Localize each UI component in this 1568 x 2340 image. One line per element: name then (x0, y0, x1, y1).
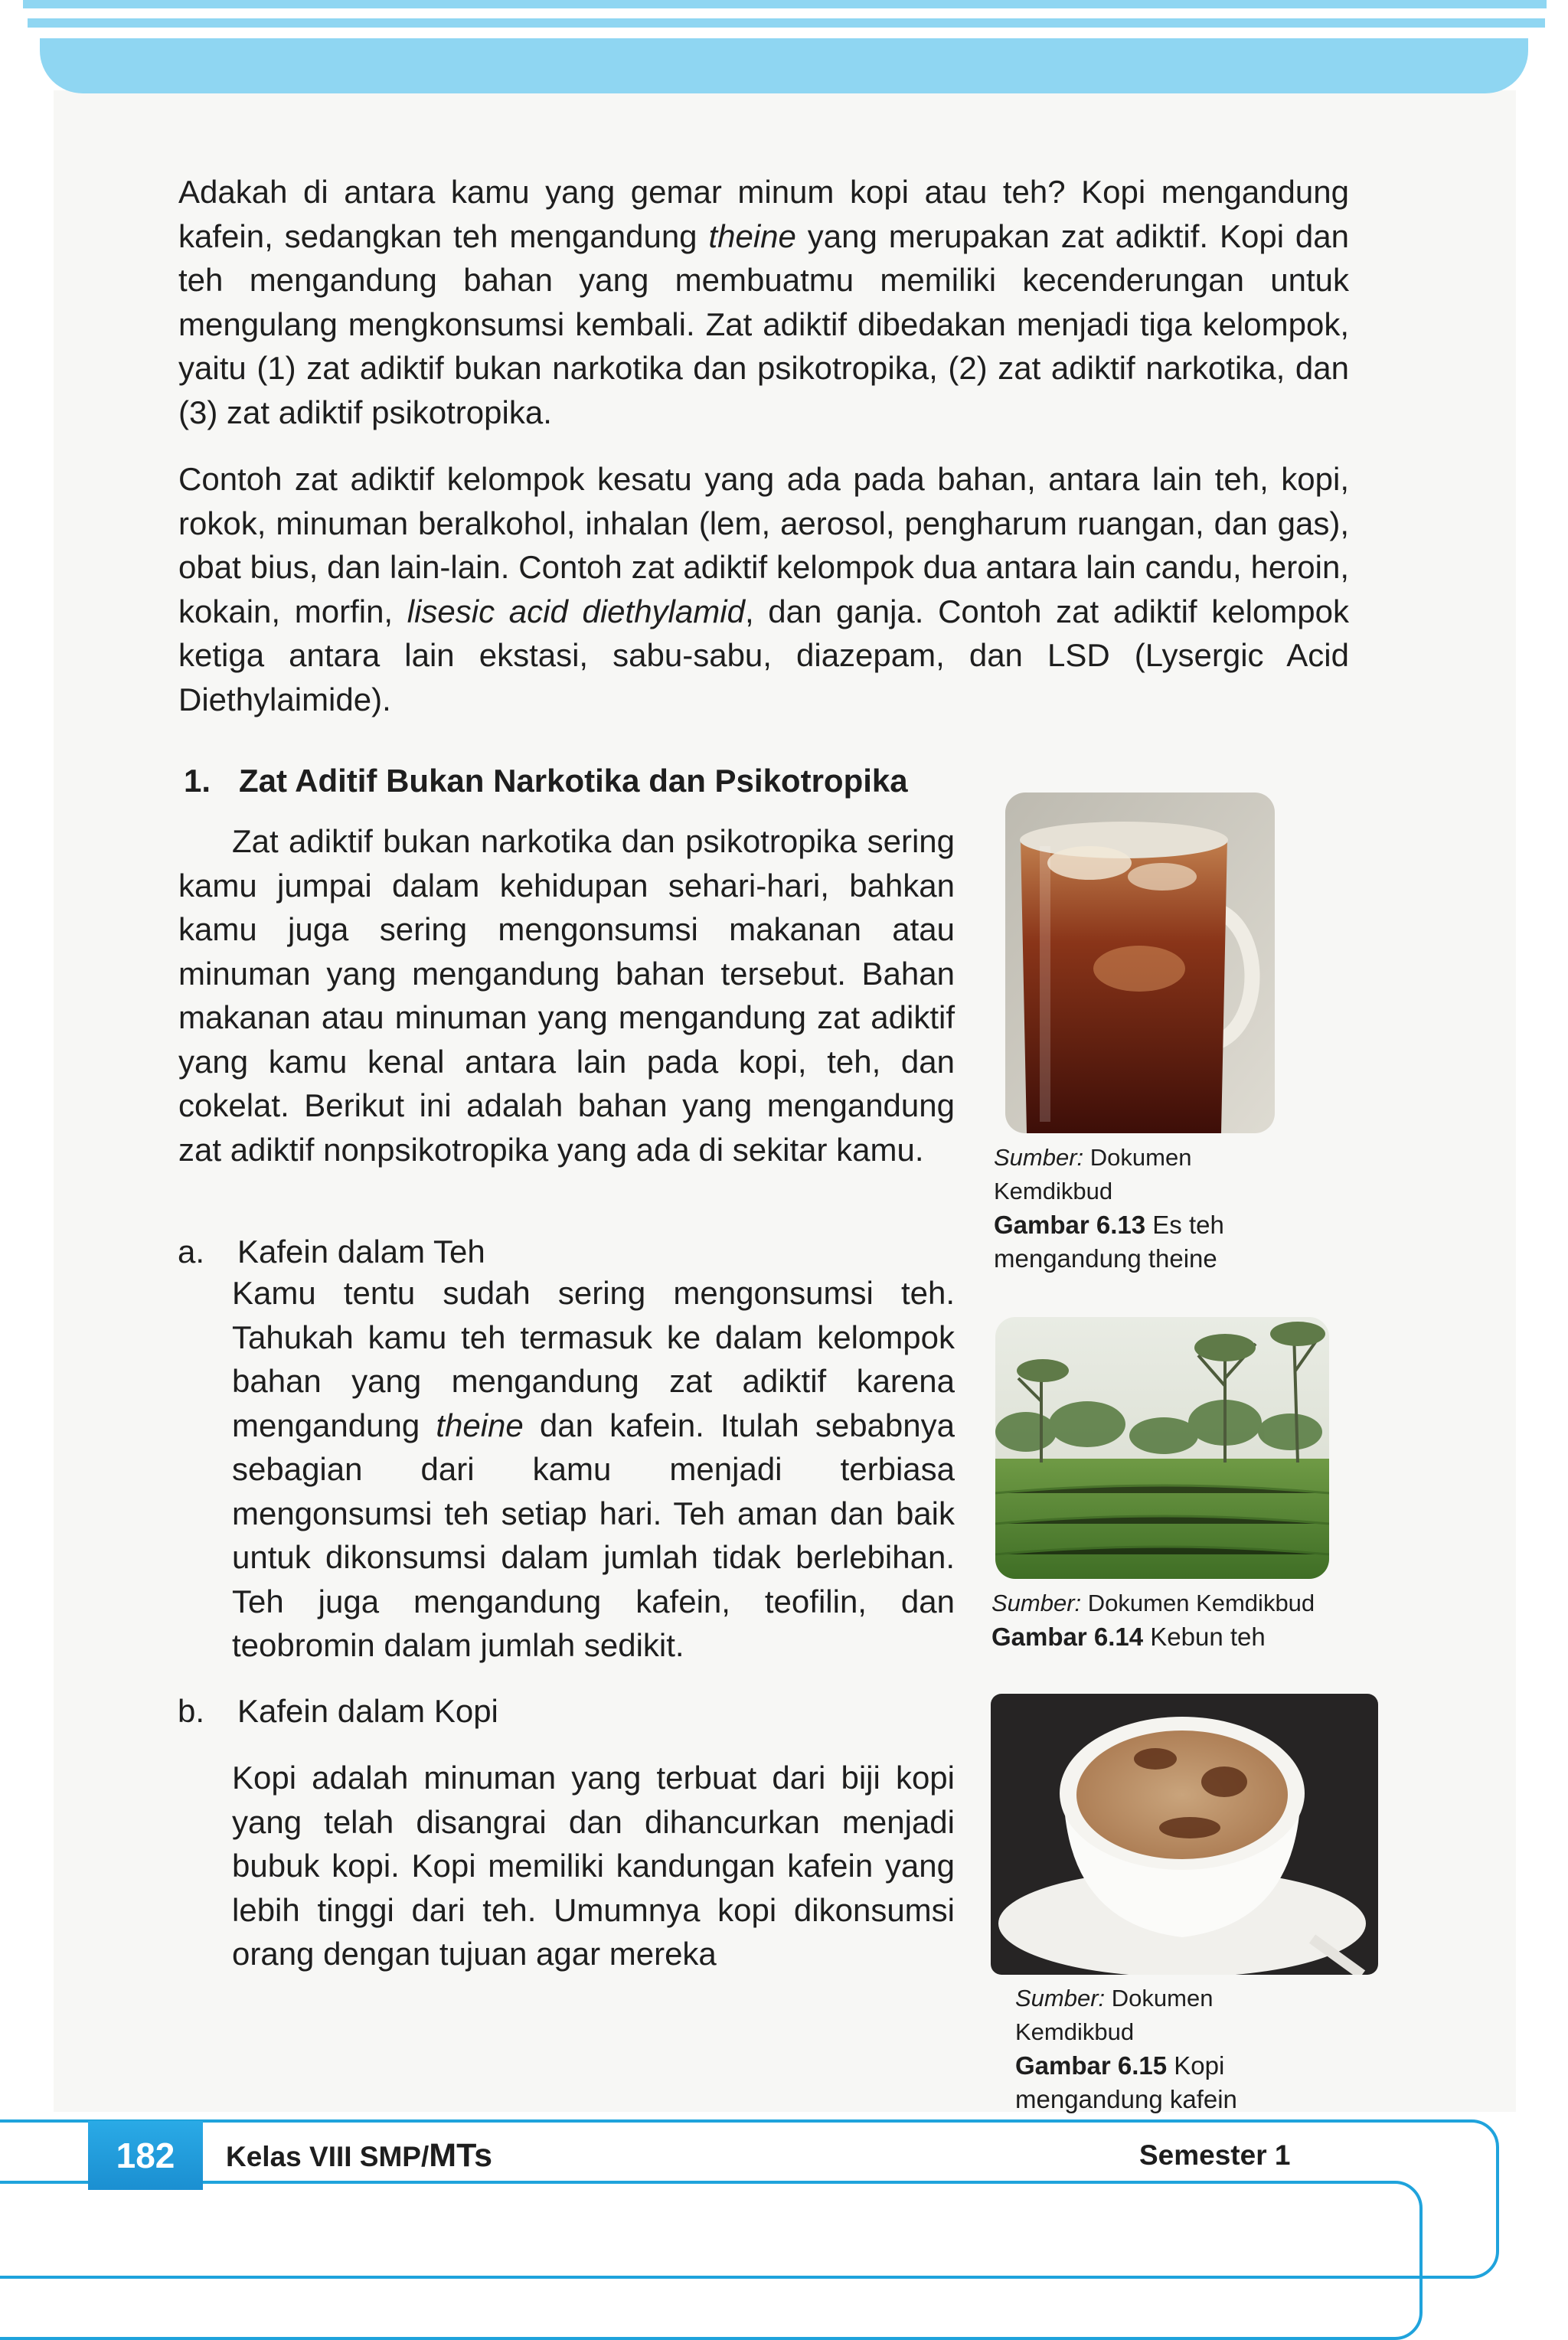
figure-6-14-source: Sumber: Dokumen Kemdikbud (991, 1590, 1315, 1616)
iced-tea-photo (1005, 793, 1275, 1133)
footer-frame-inner (0, 2181, 1423, 2340)
subsection-b-title: Kafein dalam Kopi (237, 1693, 498, 1729)
header-stripe-top (23, 0, 1547, 8)
header-stripe-middle (28, 18, 1545, 28)
figure-6-15-caption (1015, 1982, 1321, 2116)
intro-paragraph-2: Contoh zat adiktif kelompok kesatu yang ada pada bahan, antara lain teh, kopi, rokok, minuman beralkohol, inhalan (lem, aerosol, pengharum ruangan, dan gas), obat bius, dan lain-lain. Contoh zat adiktif kelompok dua antara lain candu, heroin, kokain, morfin, lisesic acid diethylamid, dan ganja. Contoh zat adiktif kelompok ketiga antara lain ekstasi, sabu-sabu, diazepam, dan LSD (Lysergic Acid Diethylaimide). (178, 461, 1350, 717)
tea-plantation-photo (995, 1317, 1329, 1579)
subsection-a-paragraph: Kamu tentu sudah sering mengonsumsi teh. Tahukah kamu teh termasuk ke dalam kelompok bahan yang mengandung zat adiktif karena mengandung theine dan kafein. Itulah sebabnya sebagian dari kamu menjadi terbiasa mengonsumsi teh setiap hari. Teh aman dan baik untuk dikonsumsi dalam jumlah tidak berlebihan. Teh juga mengandung kafein, teofilin, dan teobromin dalam jumlah sedikit. (232, 1275, 955, 1663)
figure-6-13-caption (994, 1141, 1254, 1276)
figure-6-15-title: Kopi mengandung kafein (1015, 2051, 1237, 2113)
footer-semester-label: Semester 1 (1139, 2139, 1291, 2171)
intro-paragraph-1: Adakah di antara kamu yang gemar minum kopi atau teh? Kopi mengandung kafein, sedangkan teh mengandung theine yang merupakan zat adiktif. Kopi dan teh mengandung bahan yang membuatmu memiliki kecenderungan untuk mengulang mengkonsumsi kembali. Zat adiktif dibedakan menjadi tiga kelompok, yaitu (1) zat adiktif bukan narkotika dan psikotropika, (2) zat adiktif narkotika, dan (3) zat adiktif psikotropika. (178, 174, 1349, 430)
subsection-b-heading (178, 1688, 498, 1734)
subsection-a-letter: a. (178, 1234, 205, 1270)
figure-6-13-title: Es teh mengandung theine (994, 1211, 1224, 1273)
figure-6-15-label: Gambar 6.15 (1015, 2051, 1168, 2080)
subsection-a-heading (178, 1229, 485, 1275)
section-title: Zat Aditif Bukan Narkotika dan Psikotropika (239, 763, 908, 799)
figure-6-14-title: Kebun teh (1143, 1623, 1266, 1651)
section-paragraph: Zat adiktif bukan narkotika dan psikotropika sering kamu jumpai dalam kehidupan sehari-hari, bahkan kamu juga sering mengonsumsi makanan atau minuman yang mengandung bahan tersebut. Bahan makanan atau minuman yang mengandung zat adiktif yang kamu kenal antara lain pada kopi, teh, dan cokelat. Berikut ini adalah bahan yang mengandung zat adiktif nonpsikotropika yang ada di sekitar kamu. (178, 823, 955, 1168)
figure-6-14-label: Gambar 6.14 (991, 1623, 1144, 1651)
subsection-a-title: Kafein dalam Teh (237, 1234, 485, 1270)
subsection-b-paragraph: Kopi adalah minuman yang terbuat dari biji kopi yang telah disangrai dan dihancurkan menjadi bubuk kopi. Kopi memiliki kandungan kafein yang lebih tinggi dari teh. Umumnya kopi dikonsumsi orang dengan tujuan agar mereka (232, 1760, 955, 1972)
header-band (40, 38, 1528, 93)
figure-6-14-caption (991, 1587, 1359, 1654)
coffee-cup-photo (991, 1694, 1378, 1975)
figure-6-15-source: Sumber: Dokumen Kemdikbud (1015, 1985, 1214, 2045)
subsection-b-letter: b. (178, 1693, 205, 1729)
section-number: 1. (184, 763, 211, 799)
figure-6-13-source: Sumber: Dokumen Kemdikbud (994, 1144, 1192, 1204)
page-number: 182 (116, 2136, 175, 2175)
footer-class-label: Kelas VIII SMP/MTs (226, 2137, 493, 2174)
figure-6-13-label: Gambar 6.13 (994, 1211, 1146, 1239)
